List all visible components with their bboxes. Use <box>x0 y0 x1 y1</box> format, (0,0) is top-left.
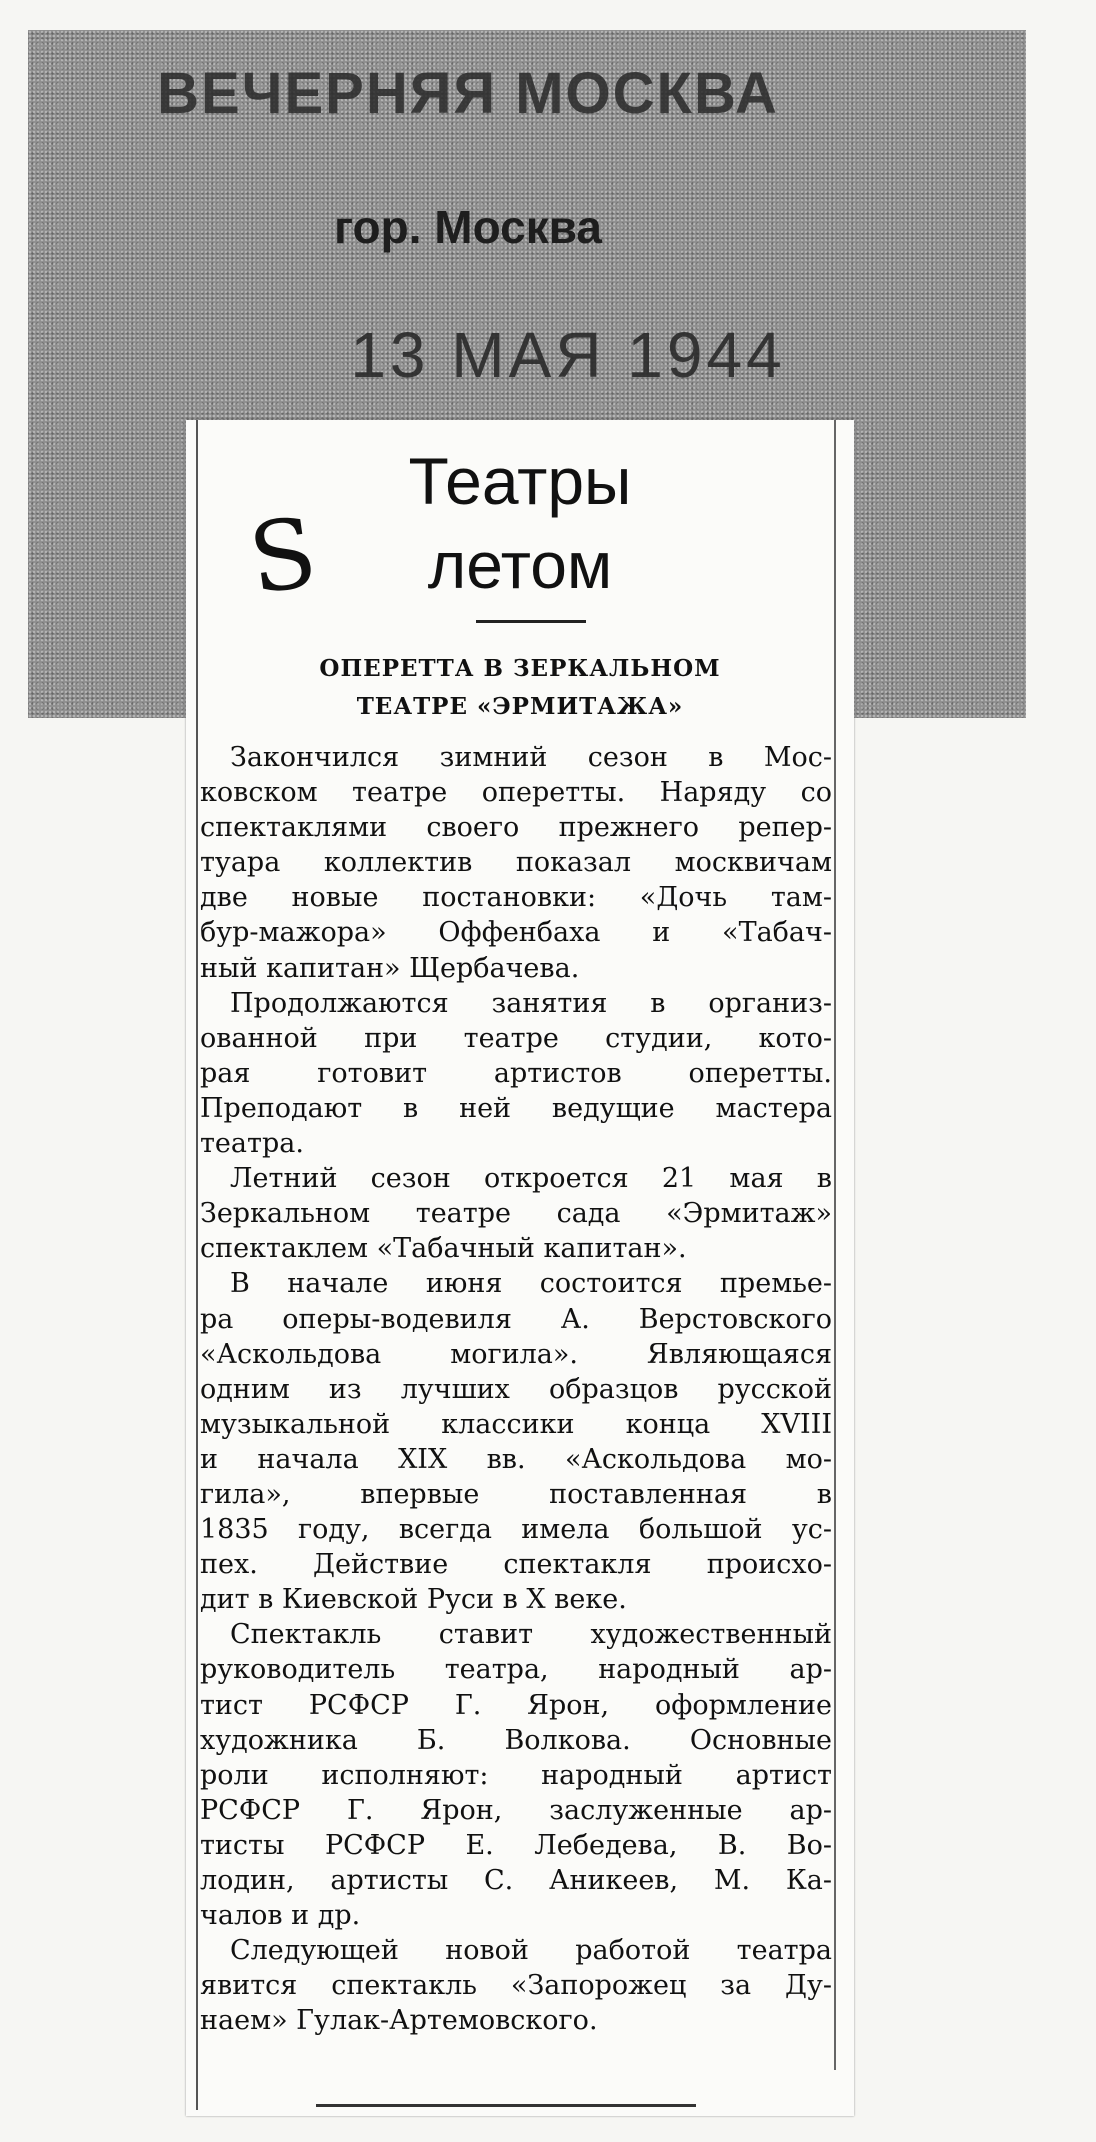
article-line: чалов и др. <box>200 1900 361 1932</box>
article-line: Зеркальном театре сада «Эрмитаж» <box>200 1198 832 1230</box>
article-line: лодин, артисты С. Аникеев, М. Ка- <box>200 1865 832 1896</box>
article-line: Следующей новой работой театра <box>230 1935 832 1967</box>
article-line: спектаклем «Табачный капитан». <box>200 1233 687 1265</box>
article-line: роли исполняют: народный артист <box>200 1759 832 1791</box>
article-title-line-1: Театры <box>408 444 632 518</box>
article-line: В начале июня состоится премье- <box>230 1268 832 1300</box>
article-line: две новые постановки: «Дочь там- <box>200 882 832 914</box>
article-line: бур-мажора» Оффенбаха и «Табач- <box>200 917 832 949</box>
article-line: пех. Действие спектакля происхо- <box>200 1549 832 1581</box>
article-subheading-line-1: ОПЕРЕТТА В ЗЕРКАЛЬНОМ <box>319 655 721 682</box>
article-title-line-2: летом <box>427 528 613 602</box>
article-line: Преподают в ней ведущие мастера <box>200 1092 832 1124</box>
article-line: явится спектакль «Запорожец за Ду- <box>200 1970 832 2002</box>
article-line: РСФСР Г. Ярон, заслуженные ар- <box>200 1794 832 1826</box>
article-subheading-line-2: ТЕАТРЕ «ЭРМИТАЖА» <box>356 693 684 720</box>
article-line: гила», впервые поставленная в <box>200 1478 832 1510</box>
article-line: «Аскольдова могила». Являющаяся <box>200 1338 832 1370</box>
article-line: Спектакль ставит художественный <box>230 1619 832 1651</box>
article-line: тист РСФСР Г. Ярон, оформление <box>200 1689 832 1721</box>
article-end-rule <box>316 2104 696 2107</box>
article-line: музыкальной классики конца XVIII <box>200 1408 832 1440</box>
article-line: спектаклями своего прежнего репер- <box>200 812 832 844</box>
newspaper-clipping <box>186 420 854 2116</box>
article-line: тисты РСФСР Е. Лебедева, В. Во- <box>200 1829 832 1861</box>
article-body <box>200 740 832 2038</box>
article-line: ный капитан» Щербачева. <box>200 952 580 984</box>
article-line: одним из лучших образцов русской <box>200 1373 832 1405</box>
article-line: наем» Гулак-Артемовского. <box>200 2005 598 2037</box>
article-line: и начала XIX вв. «Аскольдова мо- <box>200 1443 832 1475</box>
article-line: 1835 году, всегда имела большой ус- <box>200 1514 832 1546</box>
clipping-right-border <box>834 420 836 2070</box>
article-line: дит в Киевской Руси в X веке. <box>200 1584 627 1616</box>
article-line: рая готовит артистов оперетты. <box>200 1057 832 1089</box>
article-line: ковском театре оперетты. Наряду со <box>200 777 832 809</box>
article-line: ра оперы-водевиля А. Верстовского <box>200 1303 832 1335</box>
title-divider <box>476 620 586 623</box>
article-line: театра. <box>200 1128 304 1160</box>
clipping-left-border <box>196 420 198 2110</box>
stamp-date: 13 МАЯ 1944 <box>350 319 786 391</box>
stamp-newspaper-title: ВЕЧЕРНЯЯ МОСКВА <box>157 61 779 126</box>
stamp-city: гор. Москва <box>334 201 602 253</box>
article-line: руководитель театра, народный ар- <box>200 1654 832 1686</box>
article-line: Продолжаются занятия в организ- <box>230 987 832 1019</box>
article-line: Закончился зимний сезон в Мос- <box>230 742 832 773</box>
article-line: Летний сезон откроется 21 мая в <box>230 1163 832 1195</box>
article-line: туара коллектив показал москвичам <box>200 847 832 879</box>
article-line: ованной при театре студии, кото- <box>200 1022 832 1054</box>
article-line: художника Б. Волкова. Основные <box>200 1724 832 1756</box>
handwritten-mark: S <box>242 495 324 617</box>
